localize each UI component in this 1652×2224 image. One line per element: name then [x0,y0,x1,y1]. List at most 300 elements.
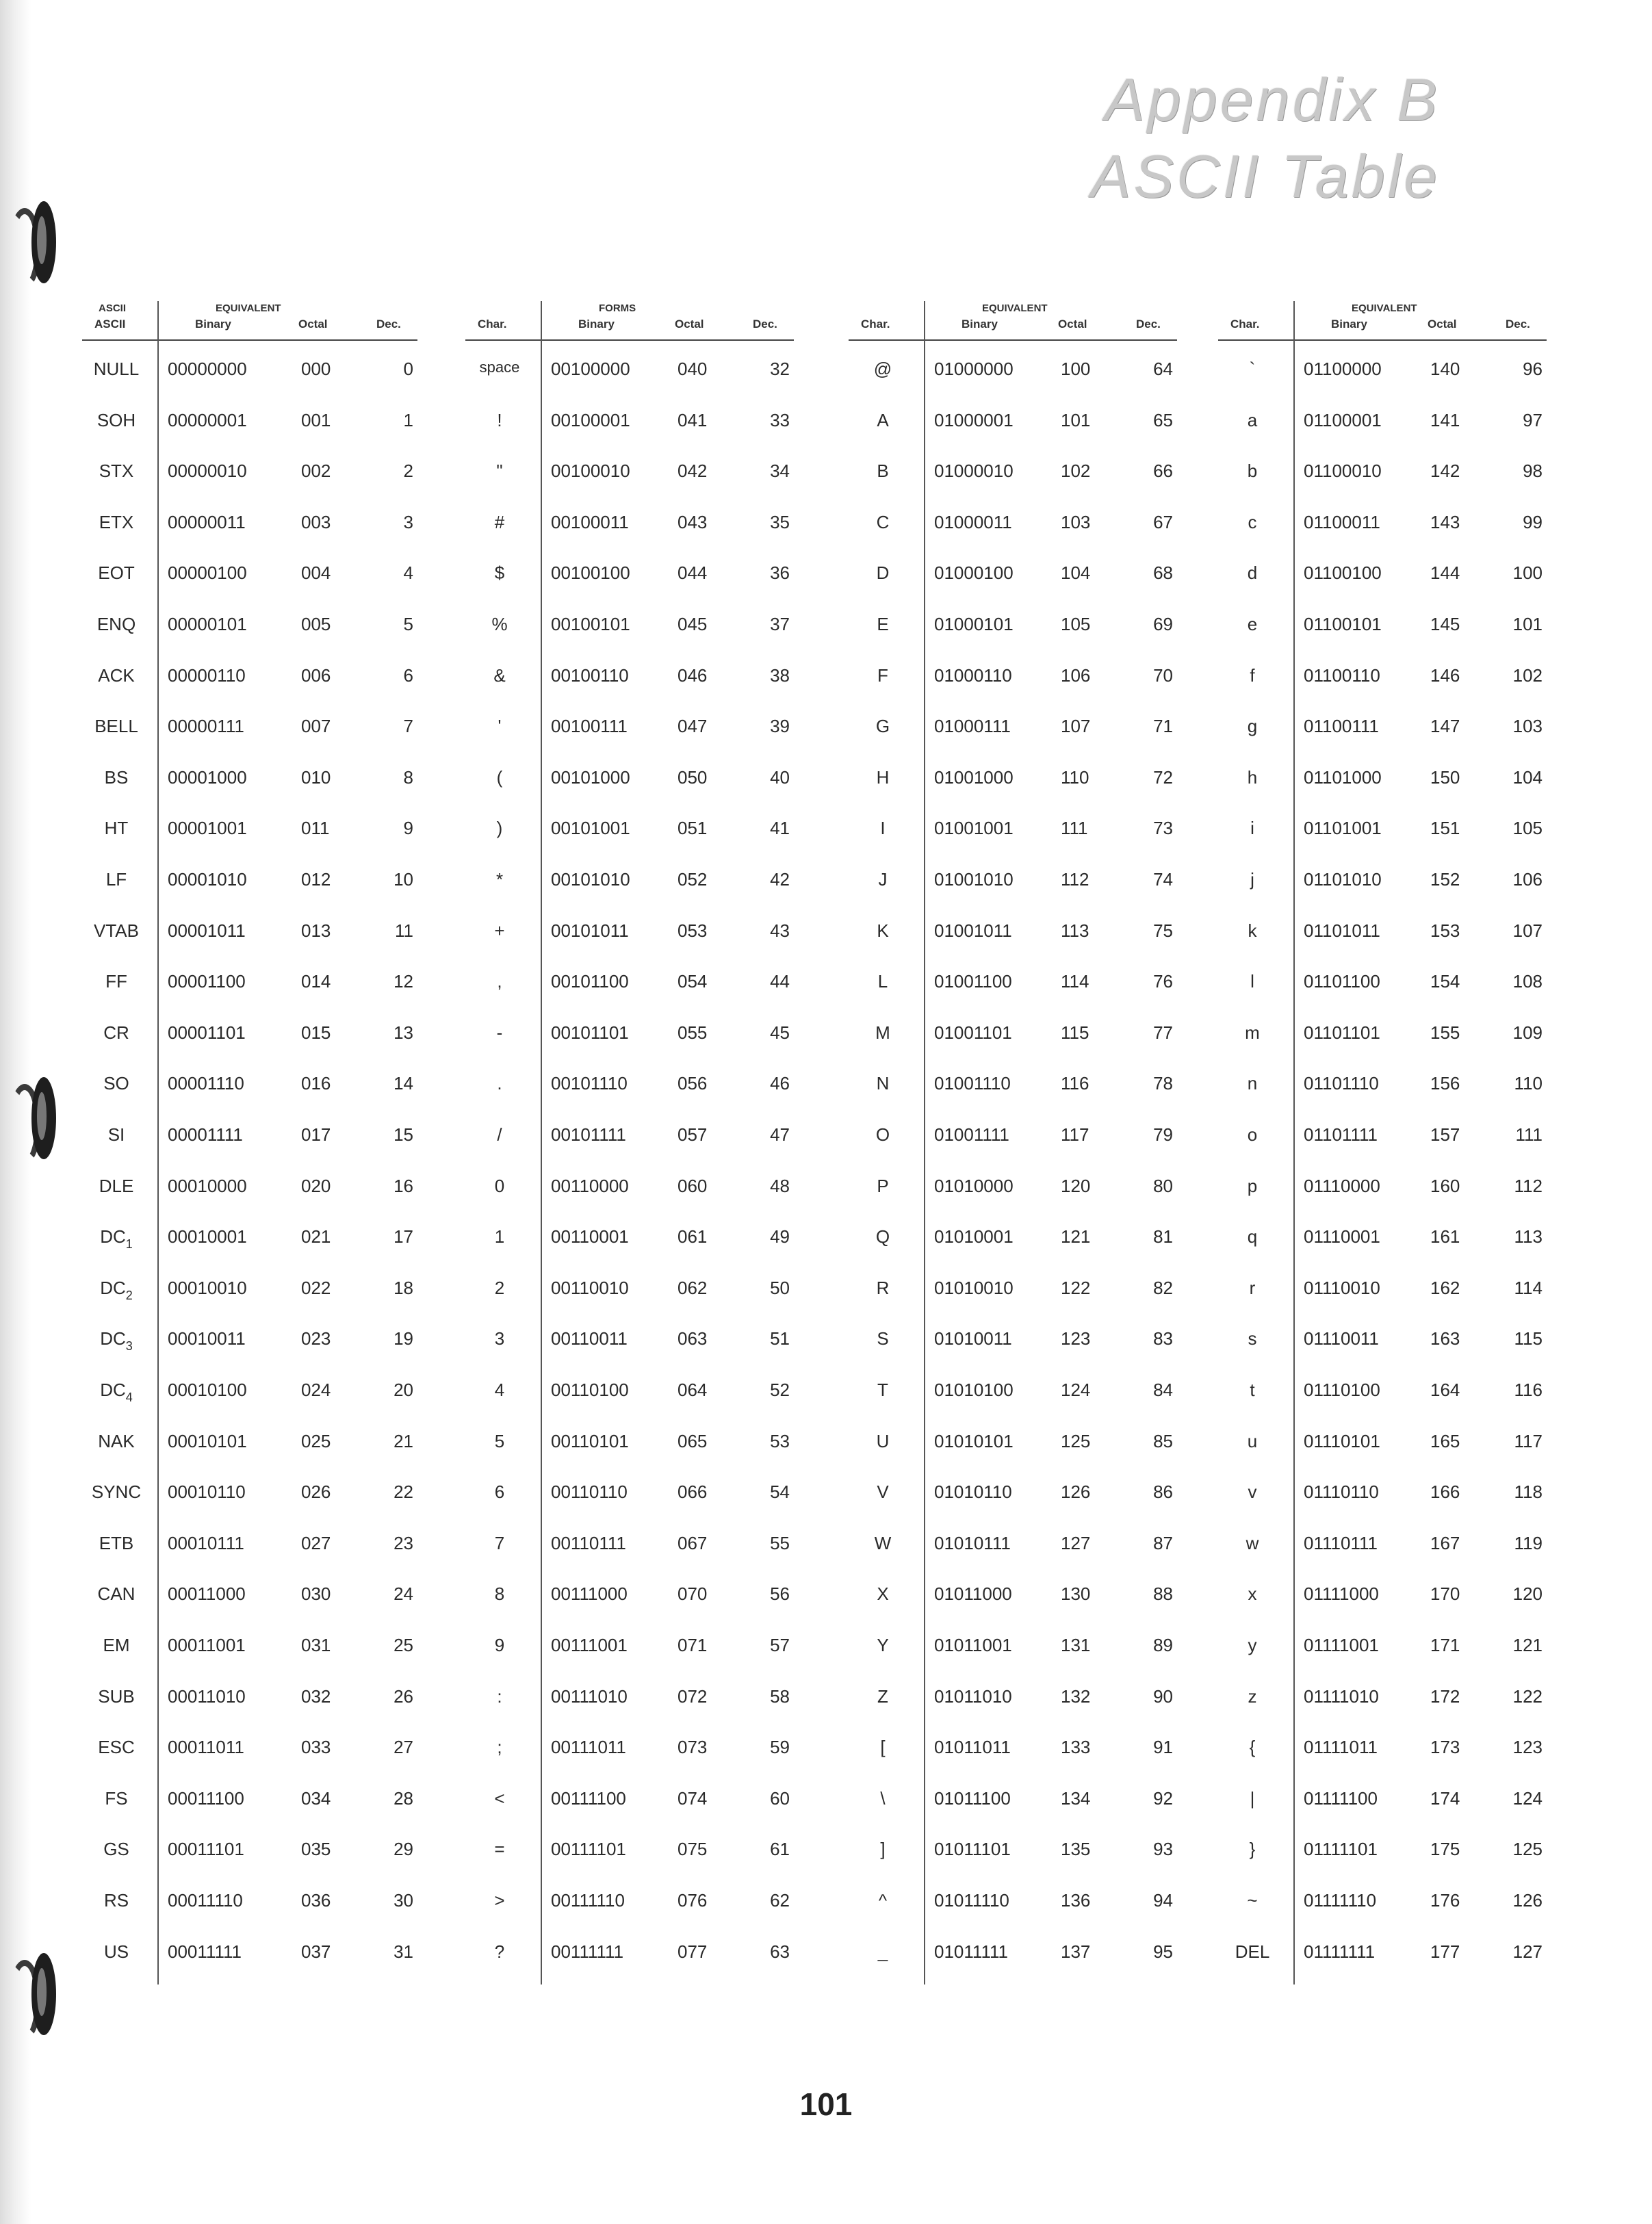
octal-value: 072 [677,1685,708,1707]
decimal-value: 68 [1153,563,1173,584]
binary-value: 01011011 [934,1737,1011,1758]
decimal-value: 88 [1153,1583,1173,1605]
table-row [465,1073,794,1100]
binary-value: 01111000 [1304,1583,1379,1605]
octal-value: 063 [677,1328,708,1349]
table-row [849,869,1177,896]
decimal-value: 94 [1153,1890,1173,1911]
decimal-value: 113 [1514,1226,1543,1247]
binary-value: 00101000 [551,766,630,788]
table-row [1218,1124,1547,1152]
table-row [82,1737,417,1764]
octal-value: 075 [677,1839,708,1860]
header-binary: Binary [961,318,998,331]
binary-value: 01010000 [934,1175,1014,1196]
ascii-char: S [877,1328,889,1349]
octal-value: 165 [1430,1430,1460,1451]
ascii-char: NULL [93,359,140,379]
header-ascii: ASCII [99,302,127,314]
table-row [1218,1380,1547,1407]
decimal-value: 19 [393,1328,413,1349]
decimal-value: 5 [403,614,413,634]
octal-value: 170 [1430,1583,1460,1605]
octal-value: 062 [677,1277,708,1298]
binary-value: 01010100 [934,1380,1014,1400]
binary-value: 00100000 [551,359,630,379]
octal-value: 123 [1061,1328,1091,1349]
binary-value: 00110110 [551,1482,628,1503]
ascii-char: ' [498,716,502,737]
header-rule [465,339,794,341]
ascii-char: US [103,1941,129,1962]
table-row [82,818,417,845]
ascii-char: i [1250,818,1254,839]
table-row [849,1737,1177,1764]
binary-value: 00101010 [551,869,630,890]
ascii-char: SUB [98,1685,135,1707]
octal-value: 144 [1430,563,1460,584]
table-row [849,1788,1177,1815]
binary-value: 01100010 [1304,461,1382,482]
decimal-value: 99 [1523,511,1543,532]
ascii-char: + [494,920,505,941]
table-row [465,1482,794,1509]
table-row [1218,1583,1547,1611]
ascii-char: : [497,1685,502,1707]
octal-value: 133 [1061,1737,1091,1758]
decimal-value: 77 [1153,1022,1173,1043]
decimal-value: 63 [770,1941,790,1962]
decimal-value: 71 [1153,716,1173,737]
ascii-char: N [876,1073,890,1094]
binary-value: 00111100 [551,1787,626,1809]
header-group-label: EQUIVALENT [1352,302,1417,314]
table-row [849,461,1177,488]
table-row [849,563,1177,590]
table-row [1218,1686,1547,1714]
ascii-char: q [1247,1226,1258,1247]
decimal-value: 20 [393,1380,413,1400]
ascii-char: - [496,1022,503,1043]
header-octal: Octal [1428,318,1457,331]
ascii-char: ) [496,818,503,839]
binary-value: 01010110 [934,1482,1012,1503]
decimal-value: 60 [770,1787,790,1809]
ascii-char: $DC_1$ [100,1226,133,1252]
decimal-value: 86 [1153,1482,1173,1503]
binder-ring-icon [4,198,66,287]
header-binary: Binary [1331,318,1367,331]
octal-value: 056 [677,1073,708,1094]
table-row [849,1583,1177,1611]
table-row [465,1583,794,1611]
table-row [465,920,794,948]
table-row [849,1431,1177,1458]
octal-value: 060 [677,1175,708,1196]
decimal-value: 126 [1512,1890,1543,1911]
binary-value: 01001101 [934,1022,1012,1043]
decimal-value: 21 [393,1430,413,1451]
binary-value: 01011000 [934,1583,1012,1605]
decimal-value: 79 [1153,1124,1173,1145]
table-row [82,614,417,641]
binary-value: 00000010 [168,461,247,482]
octal-value: 031 [301,1635,331,1655]
table-row [82,1890,417,1917]
decimal-value: 110 [1514,1073,1543,1094]
octal-value: 025 [301,1430,331,1451]
decimal-value: 120 [1512,1583,1543,1605]
binary-value: 01011010 [934,1685,1012,1707]
table-row [465,818,794,845]
ascii-char: h [1247,766,1258,788]
ascii-char: T [877,1380,888,1400]
decimal-value: 1 [403,409,413,430]
ascii-char: B [877,461,889,482]
octal-value: 141 [1430,409,1460,430]
ascii-char: 8 [494,1583,505,1605]
binary-value: 00011110 [168,1890,243,1911]
octal-value: 163 [1430,1328,1460,1349]
decimal-value: 11 [395,920,413,941]
decimal-value: 37 [770,614,790,634]
octal-value: 122 [1061,1277,1091,1298]
binary-value: 00011111 [168,1941,242,1962]
decimal-value: 59 [770,1737,790,1758]
header-dec: Dec. [1506,318,1530,331]
ascii-char: I [880,818,886,839]
decimal-value: 48 [770,1175,790,1196]
octal-value: 020 [301,1175,331,1196]
decimal-value: 75 [1153,920,1173,941]
column-header [849,294,1198,342]
binary-value: 00100110 [551,664,629,686]
ascii-char: ^ [878,1890,888,1911]
decimal-value: 73 [1153,818,1173,839]
ascii-char: Z [877,1685,888,1707]
decimal-value: 9 [403,818,413,839]
ascii-char: SOH [96,409,136,430]
binary-value: 00101100 [551,971,629,992]
octal-value: 077 [677,1941,708,1962]
octal-value: 107 [1061,716,1091,737]
ascii-char: $DC_2$ [100,1277,133,1302]
octal-value: 156 [1430,1073,1460,1094]
table-row [1218,1278,1547,1305]
binary-value: 00010010 [168,1277,247,1298]
table-row [82,1533,417,1560]
octal-value: 166 [1430,1482,1460,1503]
ascii-char: = [494,1839,505,1860]
ascii-char: z [1248,1685,1257,1707]
header-rule [849,339,1177,341]
table-row [465,1176,794,1203]
decimal-value: 106 [1512,869,1543,890]
binary-value: 00101110 [551,1073,628,1094]
binary-value: 01001100 [934,971,1012,992]
table-row [1218,1482,1547,1509]
table-row [82,1583,417,1611]
table-row [1218,716,1547,743]
table-row [82,1226,417,1254]
octal-value: 037 [301,1941,331,1962]
octal-value: 173 [1430,1737,1460,1758]
octal-value: 161 [1430,1226,1460,1247]
table-row [82,512,417,539]
ascii-char: @ [873,359,892,379]
ascii-char: | [1250,1787,1255,1809]
header-group-label: EQUIVALENT [982,302,1048,314]
ascii-char: A [877,409,889,430]
table-row [465,1226,794,1254]
header-first: ASCII [94,318,126,331]
binary-value: 01101001 [1304,818,1382,839]
binary-value: 00100111 [551,716,628,737]
table-row [1218,1073,1547,1100]
decimal-value: 30 [393,1890,413,1911]
header-group-label: FORMS [599,302,636,314]
ascii-char: FS [105,1787,128,1809]
octal-value: 103 [1061,511,1091,532]
table-row [465,1635,794,1662]
table-row [465,614,794,641]
table-row [465,1124,794,1152]
decimal-value: 3 [403,511,413,532]
octal-value: 067 [677,1532,708,1553]
binary-value: 00100100 [551,563,630,584]
binary-value: 00000000 [168,359,247,379]
title-line-1: Appendix B [1104,66,1440,133]
ascii-char: space [479,359,520,376]
decimal-value: 58 [770,1685,790,1707]
ascii-char: o [1247,1124,1258,1145]
ascii-char: ETX [99,511,134,532]
octal-value: 053 [677,920,708,941]
table-row [465,410,794,437]
binary-value: 00011010 [168,1685,246,1707]
ascii-char: w [1246,1532,1259,1553]
decimal-value: 56 [770,1583,790,1605]
ascii-char: SI [107,1124,125,1145]
table-row [849,767,1177,794]
octal-value: 135 [1061,1839,1091,1860]
table-row [82,1328,417,1356]
octal-value: 175 [1430,1839,1460,1860]
binary-value: 00101001 [551,818,630,839]
header-dec: Dec. [753,318,777,331]
decimal-value: 10 [393,869,413,890]
octal-value: 021 [301,1226,331,1247]
decimal-value: 105 [1512,818,1543,839]
binary-value: 01111111 [1304,1941,1376,1962]
decimal-value: 26 [393,1685,413,1707]
octal-value: 052 [677,869,708,890]
header-rule [82,339,417,341]
octal-value: 073 [677,1737,708,1758]
decimal-value: 16 [393,1175,413,1196]
decimal-value: 114 [1514,1277,1543,1298]
decimal-value: 50 [770,1277,790,1298]
decimal-value: 112 [1514,1175,1543,1196]
binary-value: 00001111 [168,1124,243,1145]
ascii-char: BELL [94,716,138,737]
decimal-value: 100 [1512,563,1543,584]
table-row [82,410,417,437]
ascii-char: ` [1249,359,1256,379]
header-first: Char. [861,318,890,331]
table-row [849,512,1177,539]
decimal-value: 80 [1153,1175,1173,1196]
binary-value: 01010010 [934,1277,1014,1298]
ascii-char: > [494,1890,505,1911]
table-row [465,359,794,386]
decimal-value: 53 [770,1430,790,1451]
octal-value: 016 [301,1073,331,1094]
decimal-value: 84 [1153,1380,1173,1400]
ascii-char: DLE [99,1175,134,1196]
decimal-value: 29 [393,1839,413,1860]
octal-value: 102 [1061,461,1091,482]
header-binary: Binary [578,318,615,331]
table-row [1218,1022,1547,1050]
decimal-value: 107 [1512,920,1543,941]
binary-value: 01011111 [934,1941,1008,1962]
binary-value: 00011101 [168,1839,244,1860]
binary-value: 01101111 [1304,1124,1378,1145]
table-row [82,665,417,693]
binary-value: 00001101 [168,1022,246,1043]
octal-value: 143 [1430,511,1460,532]
binary-value: 01000111 [934,716,1011,737]
binary-value: 01110001 [1304,1226,1380,1247]
binary-value: 00000111 [168,716,244,737]
table-row [1218,1839,1547,1866]
ascii-char: DEL [1235,1941,1270,1962]
table-row [849,359,1177,386]
decimal-value: 85 [1153,1430,1173,1451]
decimal-value: 118 [1514,1482,1543,1503]
decimal-value: 33 [770,409,790,430]
octal-value: 167 [1430,1532,1460,1553]
ascii-char: g [1247,716,1258,737]
table-row [849,971,1177,998]
binary-value: 01101100 [1304,971,1380,992]
ascii-char: 3 [494,1328,505,1349]
octal-value: 162 [1430,1277,1460,1298]
ascii-char: 7 [494,1532,505,1553]
decimal-value: 102 [1512,664,1543,686]
octal-value: 023 [301,1328,331,1349]
binary-value: 00001011 [168,920,246,941]
ascii-char: ( [496,766,503,788]
ascii-char: W [874,1532,892,1553]
table-row [465,665,794,693]
binary-value: 01001111 [934,1124,1009,1145]
binary-value: 01000010 [934,461,1014,482]
ascii-char: ; [497,1737,502,1758]
header-first: Char. [1230,318,1260,331]
ascii-char: VTAB [94,920,139,941]
decimal-value: 28 [393,1787,413,1809]
binary-value: 00111011 [551,1737,626,1758]
octal-value: 071 [677,1635,708,1655]
ascii-char: 2 [494,1277,505,1298]
table-row [849,1635,1177,1662]
ascii-char: O [875,1124,890,1145]
ascii-char: RS [103,1890,129,1911]
table-row [849,614,1177,641]
table-row [1218,1635,1547,1662]
decimal-value: 24 [393,1583,413,1605]
octal-value: 132 [1061,1685,1091,1707]
binary-value: 01110111 [1304,1532,1378,1553]
ascii-char: 4 [494,1380,505,1400]
decimal-value: 22 [393,1482,413,1503]
binary-value: 01011001 [934,1635,1012,1655]
octal-value: 155 [1430,1022,1460,1043]
table-row [849,920,1177,948]
decimal-value: 95 [1153,1941,1173,1962]
decimal-value: 90 [1153,1685,1173,1707]
decimal-value: 23 [393,1532,413,1553]
ascii-char: Q [875,1226,890,1247]
octal-value: 137 [1061,1941,1091,1962]
octal-value: 125 [1061,1430,1091,1451]
decimal-value: 108 [1512,971,1543,992]
binary-value: 00011000 [168,1583,246,1605]
table-row [465,869,794,896]
binary-value: 00100010 [551,461,630,482]
binary-value: 01110100 [1304,1380,1380,1400]
decimal-value: 8 [403,766,413,788]
octal-value: 113 [1061,920,1089,941]
binary-value: 00001001 [168,818,247,839]
table-row [465,461,794,488]
binary-value: 00001100 [168,971,246,992]
ascii-char: [ [880,1737,886,1758]
octal-value: 147 [1430,716,1460,737]
binary-value: 00000101 [168,614,247,634]
octal-value: 054 [677,971,708,992]
table-row [465,1022,794,1050]
octal-value: 017 [301,1124,331,1145]
decimal-value: 6 [403,664,413,686]
binary-value: 01001000 [934,766,1014,788]
table-row [82,1073,417,1100]
table-row [82,716,417,743]
binary-value: 00111110 [551,1890,625,1911]
ascii-char: _ [877,1941,888,1962]
decimal-value: 25 [393,1635,413,1655]
decimal-value: 54 [770,1482,790,1503]
ascii-char: d [1247,563,1258,584]
ascii-char: ENQ [96,614,136,634]
octal-value: 032 [301,1685,331,1707]
decimal-value: 47 [770,1124,790,1145]
ascii-char: P [877,1175,889,1196]
binary-value: 00011001 [168,1635,246,1655]
ascii-char: } [1249,1839,1256,1860]
table-group-3 [1218,294,1567,1984]
octal-value: 110 [1061,766,1089,788]
ascii-char: f [1250,664,1255,686]
ascii-char: ? [494,1941,505,1962]
decimal-value: 4 [403,563,413,584]
table-row [1218,359,1547,386]
table-row [1218,1737,1547,1764]
table-row [465,1328,794,1356]
binary-value: 00111000 [551,1583,628,1605]
